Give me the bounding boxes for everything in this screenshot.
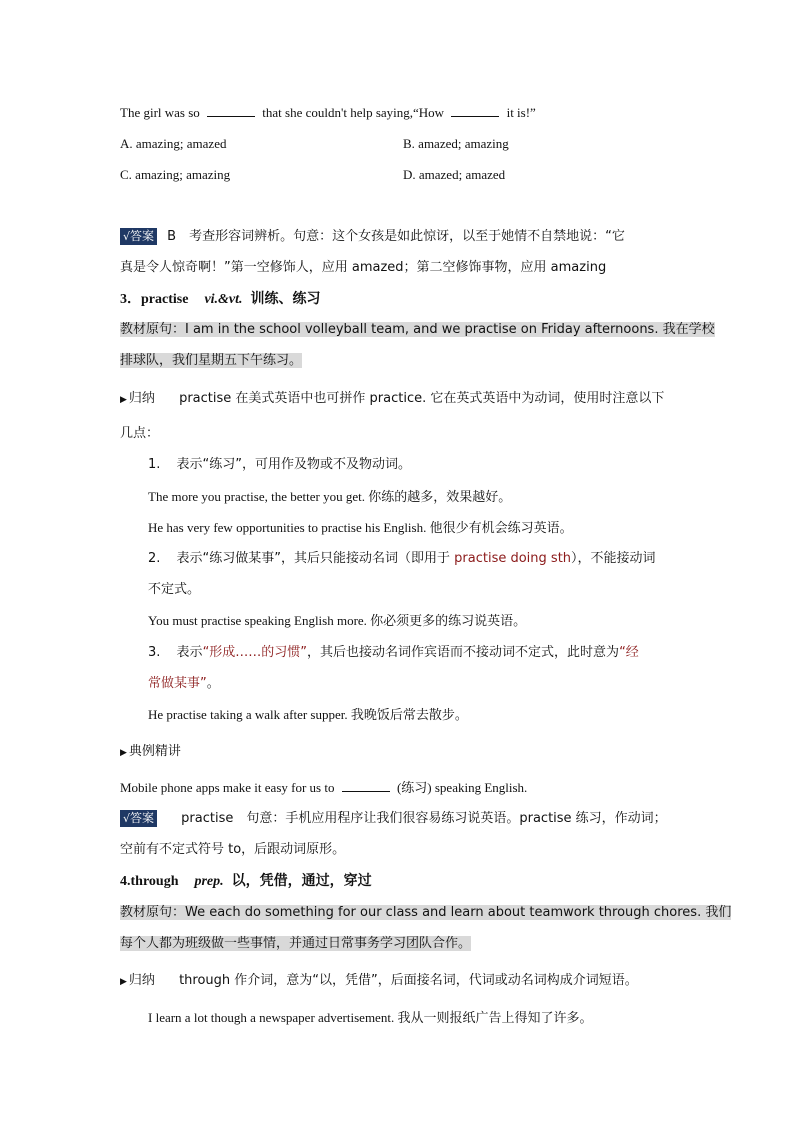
point-1-example-1: The more you practise, the better you get. 你练的越多，效果越好。 <box>148 489 512 504</box>
example-answer-line-1 <box>120 810 667 828</box>
point-3-text-b: ，其后也接动名词作宾语而不接动词不定式，此时意为 <box>307 645 620 660</box>
option-b: B. amazed; amazing <box>403 136 509 151</box>
point-2-highlight: practise doing sth <box>454 551 572 566</box>
point-3 <box>148 644 639 662</box>
source-sentence-cont <box>120 352 302 370</box>
point-3-cont <box>148 675 220 693</box>
stem-part1: The girl was so <box>120 105 200 120</box>
heading-pos: prep. <box>194 874 224 889</box>
example-question <box>120 779 527 797</box>
stem-part3: it is!” <box>506 105 536 120</box>
point-2-example: You must practise speaking English more. 你必须更多的练习说英语。 <box>148 613 527 628</box>
section-heading-practise <box>120 291 321 309</box>
answer-tag: √答案 <box>120 228 157 245</box>
answer-tag: √答案 <box>120 810 157 827</box>
answer-line-1 <box>120 228 625 246</box>
point-2-text-b: ），不能接动词 <box>571 551 656 566</box>
option-c: C. amazing; amazing <box>120 167 231 182</box>
answer-blank-2 <box>451 104 499 117</box>
example-heading <box>120 743 181 762</box>
summary-label: 归纳 <box>128 973 155 988</box>
summary-example: I learn a lot though a newspaper advertisement. 我从一则报纸广告上得知了许多。 <box>148 1010 593 1025</box>
point-1 <box>148 456 411 474</box>
point-1-number: 1. <box>148 457 161 472</box>
source-line-2: 排球队，我们星期五下午练习。 <box>120 353 303 368</box>
summary-label: 归纳 <box>128 391 155 406</box>
example-part2: (练习) speaking English. <box>396 780 528 795</box>
point-3-number: 3. <box>148 645 161 660</box>
point-3-highlight-1: “形成……的习惯” <box>202 645 308 660</box>
answer-text: B 考查形容词辨析。句意：这个女孩是如此惊讶，以至于她情不自禁地说：“它 <box>167 229 625 244</box>
heading-meaning: 以，凭借，通过，穿过 <box>231 874 372 889</box>
point-2 <box>148 550 656 568</box>
heading-pos: vi.&vt. <box>204 292 243 307</box>
point-3-text-a: 表示 <box>176 645 203 660</box>
source-line-2: 每个人都为班级做一些事情，并通过日常事务学习团队合作。 <box>120 936 472 951</box>
point-3-end: 。 <box>206 676 220 691</box>
point-2-cont: 不定式。 <box>148 582 201 597</box>
section-heading-through <box>120 873 372 891</box>
source-sentence-cont <box>120 935 471 953</box>
example-answer-line-2: 空前有不定式符号 to，后跟动词原形。 <box>120 842 346 857</box>
summary-text: practise 在美式英语中也可拼作 practice. 它在英式英语中为动词，使用时注意以下 <box>179 391 665 406</box>
summary-text: through 作介词，意为“以，凭借”，后面接名词，代词或动名词构成介词短语。 <box>179 973 638 988</box>
example-blank <box>342 779 390 792</box>
point-1-example-2: He has very few opportunities to practise his English. 他很少有机会练习英语。 <box>148 520 573 535</box>
source-sentence <box>120 904 731 922</box>
point-2-text-a: 表示“练习做某事”，其后只能接动名词（即用于 <box>176 551 455 566</box>
point-3-highlight-2: “经 <box>619 645 639 660</box>
point-3-highlight-3: 常做某事” <box>148 676 207 691</box>
answer-line-2: 真是令人惊奇啊！”第一空修饰人，应用 amazed；第二空修饰事物，应用 amazing <box>120 260 607 275</box>
check-icon: √ <box>123 230 131 243</box>
source-line-1: 教材原句：We each do something for our class and learn about teamwork through chores. 我们 <box>120 905 732 920</box>
triangle-right-icon: ▶ <box>120 395 127 405</box>
check-icon: √ <box>123 812 131 825</box>
point-2-number: 2. <box>148 551 161 566</box>
summary-line <box>120 972 638 991</box>
heading-word: 4.through <box>120 874 179 889</box>
stem-part2: that she couldn't help saying,“How <box>262 105 445 120</box>
example-part1: Mobile phone apps make it easy for us to <box>120 780 335 795</box>
option-a: A. amazing; amazed <box>120 136 227 151</box>
summary-line-1 <box>120 390 664 409</box>
question-stem <box>120 104 536 122</box>
source-sentence <box>120 321 715 339</box>
summary-line-2: 几点： <box>120 426 160 441</box>
answer-blank-1 <box>207 104 255 117</box>
heading-word: 3．practise <box>120 292 189 307</box>
example-label: 典例精讲 <box>128 744 181 759</box>
point-1-text: 表示“练习”，可用作及物或不及物动词。 <box>176 457 412 472</box>
source-line-1: 教材原句：I am in the school volleyball team, and we practise on Friday afternoons. 我在学校 <box>120 322 715 337</box>
option-d: D. amazed; amazed <box>403 167 506 182</box>
example-answer-text: practise 句意：手机应用程序让我们很容易练习说英语。practise 练习，作动词； <box>181 811 667 826</box>
triangle-right-icon: ▶ <box>120 977 127 987</box>
point-3-example: He practise taking a walk after supper. 我晚饭后常去散步。 <box>148 707 468 722</box>
triangle-right-icon: ▶ <box>120 748 127 758</box>
heading-meaning: 训练、练习 <box>250 292 321 307</box>
